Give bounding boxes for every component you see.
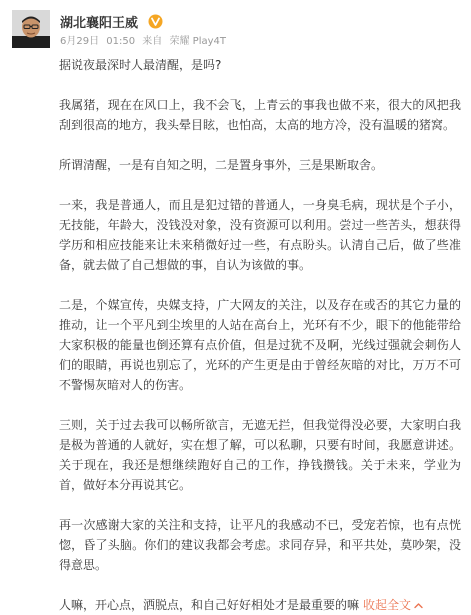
post-paragraph: 我属猪，现在在风口上，我不会飞，上青云的事我也做不来，很大的风把我刮到很高的地方，我头晕目眩，也怕高，太高的地方冷，没有温暖的猪窝。	[59, 98, 461, 132]
post-paragraph: 再一次感谢大家的关注和支持，让平凡的我感动不已，受宠若惊，也有点恍惚，昏了头脑。你们的建议我都会考虑。求同存异，和平共处，莫吵架，没得意思。	[59, 518, 461, 572]
post-header	[12, 8, 459, 52]
post-source-prefix: 来自	[142, 36, 163, 47]
author-line	[60, 11, 163, 29]
avatar[interactable]	[12, 10, 50, 48]
post-paragraph-text: 人嘛，开心点，洒脱点，和自己好好相处才是最重要的嘛	[59, 598, 360, 612]
post-paragraph: 据说夜最深时人最清醒，是吗?	[59, 58, 222, 72]
post-paragraph: 一来，我是普通人，而且是犯过错的普通人，一身臭毛病，现状是个子小，无技能，年龄大，没钱没对象，没有资源可以利用。尝过一些苦头，想获得学历和相应技能来让未来稍微好过一些，有点盼头。认清自己后，做了些准备，就去做了自己想做的事，自认为该做的事。	[59, 198, 461, 272]
verified-badge-icon	[148, 14, 163, 29]
collapse-label: 收起全文	[363, 598, 412, 612]
post-last-paragraph	[59, 595, 461, 615]
post-paragraph: 所谓清醒，一是有自知之明，二是置身事外，三是果断取舍。	[59, 158, 384, 172]
post-content	[59, 55, 461, 615]
post-meta	[60, 32, 230, 47]
post-time[interactable]: 01:50	[106, 36, 136, 47]
chevron-up-icon	[414, 601, 423, 610]
post-paragraph: 二是，个媒宣传，央媒支持，广大网友的关注，以及存在或否的其它力量的推动，让一个平凡到尘埃里的人站在高台上，光环有不少，眼下的他能带给大家积极的能量也倒还算有点价值，但是过犹不及啊，光线过强就会刺伤人们的眼睛，再说也别忘了，光环的产生更是由于曾经灰暗的对比，万万不可不警惕灰暗对人的伤害。	[59, 298, 461, 392]
post-paragraph: 三则，关于过去我可以畅所欲言，无遮无拦，但我觉得没必要，大家明白我是极为普通的人就好，实在想了解，可以私聊，只要有时间，我愿意讲述。关于现在，我还是想继续跑好自己的工作，挣钱攒钱。关于未来，学业为首，做好本分再说其它。	[59, 418, 461, 492]
post-source[interactable]: 荣耀 Play4T	[169, 36, 226, 47]
author-name[interactable]: 湖北襄阳王威	[60, 16, 139, 31]
collapse-full-text-button[interactable]	[363, 598, 423, 612]
post-date[interactable]: 6月29日	[60, 36, 100, 47]
